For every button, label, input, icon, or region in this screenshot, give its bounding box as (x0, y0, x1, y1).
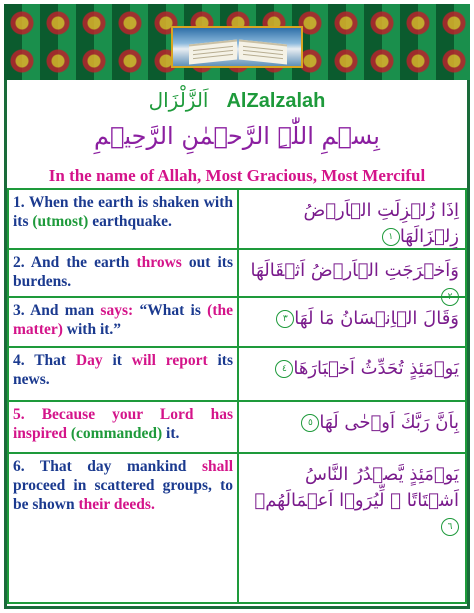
verse-row-1 (9, 190, 465, 250)
verse-text: its news. (13, 352, 234, 388)
verse-text: proceed in scattered groups, to be shown (13, 477, 233, 513)
verse-arabic-text: يَوۡمَئِذٍ تُحَدِّثُ اَخۡبَارَهَا (293, 358, 459, 379)
verses-table (7, 188, 467, 604)
book-page-left (189, 39, 237, 64)
verse-text-highlight: (utmost) (32, 213, 89, 230)
surah-title-english: AlZalzalah (226, 90, 326, 112)
verse-text: out its burdens. (13, 254, 233, 290)
verse-text: 1. When the earth is shaken with its (13, 194, 233, 230)
verse-row-4 (9, 348, 465, 402)
surah-title (7, 88, 467, 116)
open-quran-banner (171, 26, 303, 68)
verse-translation (9, 190, 239, 248)
verse-text-highlight: says: (100, 302, 134, 319)
ayah-number-icon: ٥ (301, 414, 319, 432)
verse-text-highlight: Day (75, 352, 103, 369)
ayah-number-icon: ٦ (441, 518, 459, 536)
book-page-right (239, 39, 287, 64)
verse-row-3 (9, 298, 465, 348)
verse-text-highlight: will report (131, 352, 208, 369)
verse-arabic (241, 250, 465, 302)
verse-arabic (241, 402, 465, 452)
ayah-number-icon: ٢ (441, 288, 459, 306)
verse-arabic (241, 298, 465, 346)
bismillah-translation: In the name of Allah, Most Gracious, Most Merciful (48, 166, 426, 185)
verse-arabic-text: يَوۡمَئِذٍ يَّصۡدُرُ النَّاسُ اَشۡتَاتًا ۙ لِّيُرَوۡا اَعۡمَالَهُمۡ (254, 464, 459, 511)
verse-text-highlight: (commanded) (70, 425, 163, 442)
verse-translation (9, 298, 239, 346)
ayah-number-icon: ٣ (276, 310, 294, 328)
verse-row-5 (9, 402, 465, 454)
verse-text: 3. And man (13, 302, 101, 319)
verse-text: 5. Because your Lord has inspired (13, 406, 233, 442)
verse-arabic (241, 454, 465, 602)
verse-arabic-text: وَقَالَ الۡاِنۡسَانُ مَا لَهَا (294, 308, 459, 329)
verse-translation (9, 348, 239, 400)
verse-text-highlight: shall (201, 458, 233, 475)
content-page (7, 80, 467, 606)
verse-arabic (241, 190, 465, 248)
verse-text-highlight: throws (136, 254, 182, 271)
verse-text: it (102, 352, 132, 369)
verse-text-highlight: their deeds. (78, 496, 155, 513)
verse-text: it. (162, 425, 180, 442)
surah-title-arabic: اَلزَّلْزَال (148, 88, 209, 112)
ayah-number-icon: ١ (382, 228, 400, 246)
verse-text: earthquake. (88, 213, 172, 230)
verse-row-2 (9, 250, 465, 302)
verse-arabic (241, 348, 465, 400)
verse-row-6 (9, 454, 465, 602)
verse-arabic-text: بِاَنَّ رَبَّكَ اَوۡحٰى لَهَا (319, 412, 459, 433)
verse-translation (9, 402, 239, 452)
verse-text: “What is (133, 302, 208, 319)
verse-text: with it.” (62, 321, 122, 338)
bismillah: بِسۡمِ اللّٰہِ الرَّحۡمٰنِ الرَّحِیۡمِ (94, 122, 380, 150)
verse-arabic-text: وَاَخۡرَجَتِ الۡاَرۡضُ اَثۡقَالَهَا (250, 260, 459, 281)
verse-text: 4. That (13, 352, 76, 369)
verse-text-highlight: (the matter) (13, 302, 233, 338)
verse-translation (9, 454, 239, 602)
verse-text: 6. That day mankind (13, 458, 202, 475)
verse-arabic-text: اِذَا زُلۡزِلَتِ الۡاَرۡضُ زِلۡزَالَهَا (303, 200, 459, 247)
verse-translation (9, 250, 239, 296)
verse-text: 2. And the earth (13, 254, 137, 271)
ayah-number-icon: ٤ (275, 360, 293, 378)
